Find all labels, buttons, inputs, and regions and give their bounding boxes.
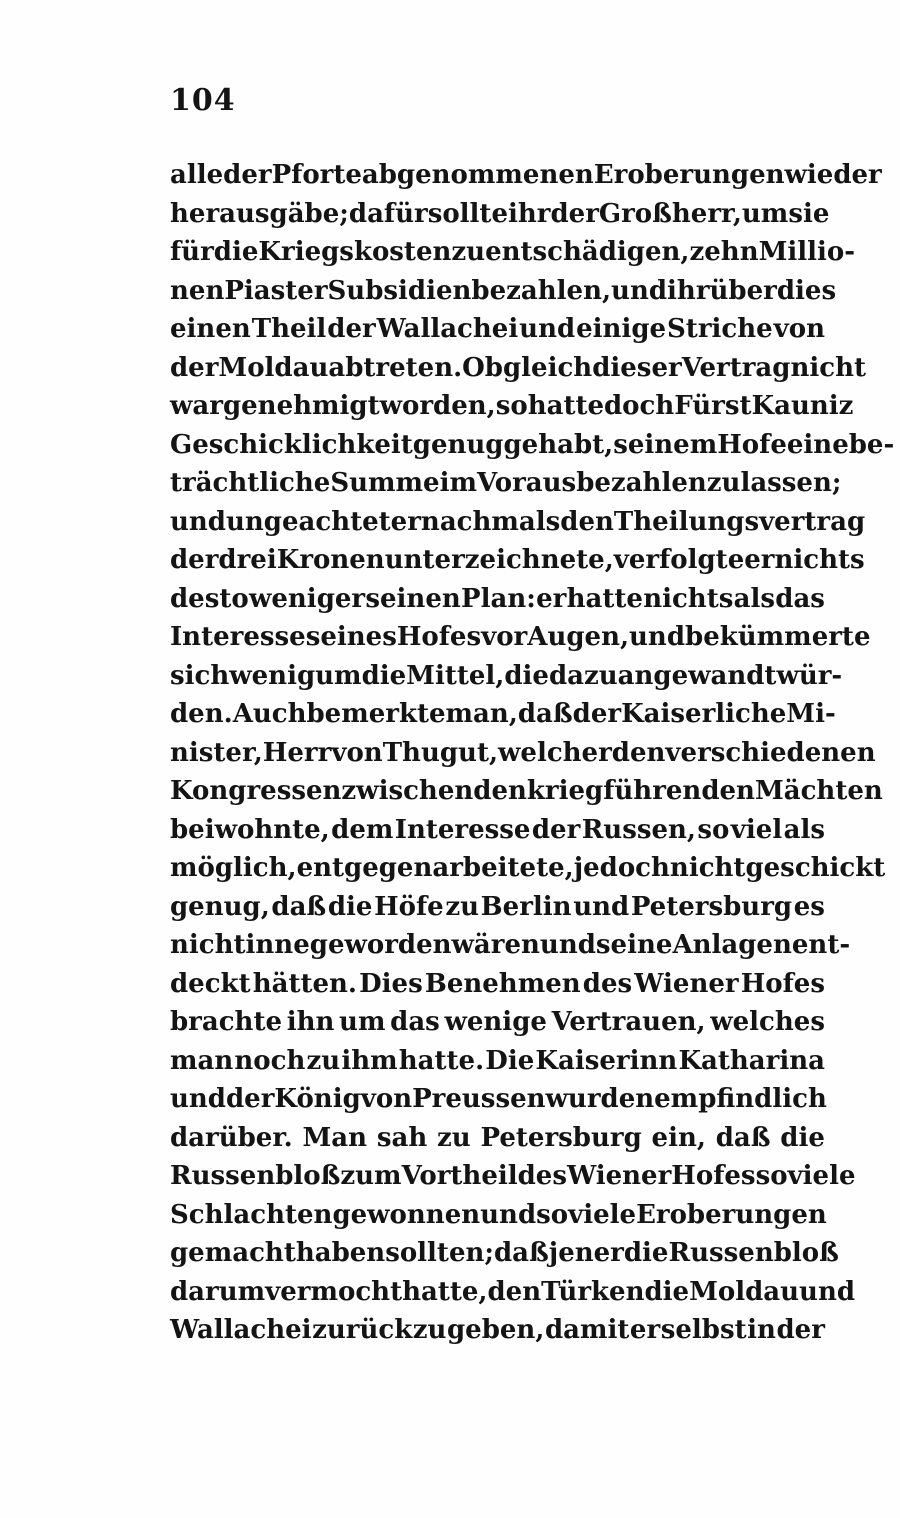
word: den [611, 737, 666, 768]
word: hätten. [252, 968, 357, 999]
word: Russen [170, 1161, 276, 1191]
word: beiwohnte, [170, 814, 330, 845]
word: jener [548, 1238, 624, 1268]
word: zu [437, 1122, 471, 1153]
word: Plan: [461, 583, 536, 614]
text-line [170, 275, 837, 315]
word: so [697, 814, 730, 845]
word: lassen; [740, 468, 842, 498]
word: die [623, 1238, 669, 1268]
word: inne [245, 930, 310, 960]
word: Katharina [678, 1045, 825, 1076]
word: ihn [286, 1007, 335, 1037]
word: der [223, 160, 272, 190]
word: seines [305, 622, 397, 652]
word: in [747, 1315, 776, 1345]
word: und [170, 506, 226, 537]
text-line [170, 1315, 825, 1354]
word: bloß [773, 1238, 839, 1268]
word: desto [170, 583, 249, 614]
word: darum [170, 1276, 266, 1307]
text-line [170, 468, 842, 507]
word: und [480, 1199, 537, 1230]
word: und [629, 622, 686, 652]
word: er [536, 583, 567, 614]
word: zu [706, 468, 741, 498]
word: Kriegskosten [258, 237, 452, 267]
word: König [274, 1084, 361, 1114]
word: Anlagen [672, 930, 792, 960]
text-line [170, 622, 871, 661]
word: der [170, 352, 219, 383]
word: hatte, [402, 1276, 488, 1307]
text-line [170, 737, 876, 777]
text-line [170, 1276, 856, 1316]
word: daß [517, 699, 573, 729]
word: das [390, 1007, 440, 1037]
word: als [733, 583, 775, 614]
word: bloß [275, 1161, 341, 1191]
word: dieser [592, 352, 682, 383]
word: Russen [668, 1238, 774, 1268]
word: welches [710, 1007, 825, 1037]
word: geworden [309, 930, 452, 960]
word: er [744, 545, 775, 575]
word: darüber. [170, 1122, 293, 1153]
word: hatte. [398, 1045, 485, 1076]
word: sah [376, 1122, 428, 1153]
word: Piaster [224, 275, 328, 306]
word: Petersburg [480, 1122, 642, 1153]
word: genehmigt [222, 391, 380, 421]
word: Kaiserliche [621, 699, 787, 729]
word: dem [331, 814, 394, 845]
word: angewandt [617, 660, 777, 691]
word: um [315, 660, 362, 691]
word: nichts [643, 583, 734, 614]
word: Millio- [758, 237, 856, 267]
word: Berlin [480, 891, 572, 922]
word: sich [170, 660, 230, 691]
word: bezahlen [576, 468, 707, 498]
word: Die [485, 1045, 535, 1076]
text-line [170, 314, 825, 353]
word: be- [848, 429, 895, 460]
word: den [473, 776, 527, 806]
word: ent- [791, 930, 851, 960]
word: damit [544, 1315, 630, 1345]
word: Man [302, 1122, 368, 1153]
word: und [519, 314, 576, 344]
word: Obgleich [462, 352, 593, 383]
word: Auch [232, 699, 307, 729]
word: Hofe [717, 429, 787, 460]
word: des [517, 1161, 567, 1191]
text-line [170, 237, 856, 276]
word: Augen, [527, 622, 630, 652]
text-line [170, 429, 895, 469]
text-line [170, 545, 865, 584]
word: alle [170, 160, 224, 190]
word: Eroberungen [636, 1199, 827, 1230]
word: Kauniz [751, 391, 854, 421]
word: wurden [545, 1084, 655, 1114]
word: um [339, 1007, 386, 1037]
word: trächtliche [170, 468, 331, 498]
word: viele [787, 1161, 856, 1191]
word: man [170, 1045, 234, 1076]
word: Schlachten [170, 1199, 333, 1230]
text-line [170, 391, 854, 430]
word: nachmals [420, 506, 561, 537]
word: haben [295, 1238, 386, 1268]
word: eine [786, 429, 849, 460]
word: abtreten. [328, 352, 463, 383]
word: die [213, 237, 259, 267]
word: bekümmerte [685, 622, 871, 652]
word: Interesse [170, 622, 306, 652]
word: zum [340, 1161, 402, 1191]
word: wieder [784, 160, 882, 190]
word: gewonnen [332, 1199, 481, 1230]
text-line [170, 815, 825, 854]
word: Großherr, [598, 198, 742, 229]
word: geschickt [745, 853, 886, 883]
word: viele [568, 1199, 637, 1230]
word: genug [412, 429, 504, 460]
text-line [170, 892, 825, 931]
text-line [170, 584, 825, 623]
word: der [572, 699, 622, 729]
word: überdies [709, 275, 837, 306]
word: einen [170, 314, 251, 344]
word: verschiedenen [665, 737, 876, 768]
text-line [170, 969, 825, 1008]
word: im [439, 468, 477, 498]
word: daß [715, 1122, 771, 1153]
word: die [327, 891, 373, 922]
word: die [361, 660, 407, 691]
word: von [773, 314, 825, 344]
text-line [170, 1238, 839, 1277]
word: bezahlen, [471, 275, 612, 306]
text-line [170, 506, 866, 546]
word: der [776, 1315, 825, 1345]
word: Geschicklichkeit [170, 429, 413, 460]
word: hatte [527, 391, 604, 421]
word: Theil [251, 314, 327, 344]
word: herausgäbe; [170, 198, 349, 229]
word: Türken [541, 1276, 645, 1307]
text-line [170, 930, 851, 969]
word: Benehmen [424, 968, 581, 999]
word: nister, [170, 737, 263, 768]
word: Vertrag [681, 352, 791, 383]
word: seinem [613, 429, 718, 460]
word: von [360, 1084, 413, 1114]
word: Wiener [634, 968, 739, 999]
word: Wallachei [170, 1315, 312, 1345]
word: der [531, 814, 581, 845]
word: er [629, 1315, 661, 1345]
word: zwischen [341, 776, 474, 806]
word: man, [445, 699, 518, 729]
word: für [170, 237, 214, 267]
word: zu [306, 1045, 341, 1076]
word: arbeitete, [432, 853, 574, 883]
body-text [170, 160, 895, 1354]
word: und [573, 891, 630, 922]
text-line [170, 853, 886, 892]
word: selbst [660, 1315, 747, 1345]
word: dazu [548, 660, 618, 691]
word: vor [481, 622, 528, 652]
word: Vortheil [401, 1161, 518, 1191]
text-line [170, 1200, 825, 1239]
word: Mi- [786, 699, 836, 729]
word: noch [234, 1045, 306, 1076]
word: Interesse [394, 814, 531, 845]
text-line [170, 1046, 825, 1085]
word: den [560, 506, 614, 537]
word: die [644, 1276, 690, 1307]
word: Vertrauen, [551, 1007, 706, 1037]
word: daß [494, 1238, 549, 1268]
word: Kongressen [170, 776, 342, 806]
text-line [170, 198, 830, 238]
word: möglich, [170, 853, 297, 883]
word: geben, [446, 1315, 545, 1345]
word: Moldau [689, 1276, 800, 1307]
word: Theilungsvertrag [613, 506, 866, 537]
text-line [170, 1123, 825, 1162]
word: nicht [790, 352, 866, 383]
word: Striche [667, 314, 773, 344]
word: Kaiserinn [535, 1045, 678, 1076]
word: Mittel, [406, 660, 505, 691]
word: das [775, 583, 825, 614]
word: der [327, 314, 376, 344]
text-line [170, 1007, 825, 1046]
word: Pforte [271, 160, 362, 190]
word: Kronen [276, 545, 385, 575]
text-line [170, 776, 883, 815]
word: und [539, 930, 596, 960]
word: und [799, 1276, 856, 1307]
word: brachte [170, 1007, 283, 1037]
text-line [170, 1084, 825, 1123]
word: wenige [444, 1007, 547, 1037]
word: zu [412, 1315, 447, 1345]
word: zehn [689, 237, 759, 267]
word: nicht [170, 930, 246, 960]
word: gehabt, [503, 429, 614, 460]
word: den [487, 1276, 542, 1307]
word: verfolgte [613, 545, 745, 575]
word: von [331, 737, 383, 768]
word: ein, [651, 1122, 706, 1153]
word: sie [788, 198, 830, 229]
word: der [550, 198, 599, 229]
word: viel [730, 814, 783, 845]
word: abgenommenen [361, 160, 594, 190]
word: ihr [508, 198, 551, 229]
word: ihm [341, 1045, 398, 1076]
word: weniger [248, 583, 366, 614]
word: sollten; [385, 1238, 494, 1268]
text-line [170, 660, 843, 700]
word: des [582, 968, 633, 999]
word: Hofes [671, 1161, 756, 1191]
word: hatte [566, 583, 643, 614]
word: die [780, 1122, 825, 1153]
word: zu [451, 237, 486, 267]
word: Petersburg [630, 891, 793, 922]
word: bemerkte [306, 699, 446, 729]
word: dafür [348, 198, 428, 229]
word: Wallachei [376, 314, 519, 344]
word: Voraus [476, 468, 577, 498]
word: den. [170, 699, 233, 729]
word: Moldau [218, 352, 329, 383]
word: war [170, 391, 223, 421]
text-line [170, 699, 836, 738]
word: Dies [359, 968, 423, 999]
word: wären [451, 930, 540, 960]
word: sollte [427, 198, 508, 229]
word: nicht [669, 853, 746, 883]
word: Hofes [396, 622, 482, 652]
word: nen [170, 275, 225, 306]
word: zurück [312, 1315, 413, 1345]
word: gemacht [170, 1238, 296, 1268]
word: vermocht [265, 1276, 403, 1307]
word: entgegen [296, 853, 433, 883]
word: so [536, 1199, 569, 1230]
word: kriegführenden [526, 776, 755, 806]
word: seine [595, 930, 673, 960]
word: welcher [498, 737, 612, 768]
word: worden, [379, 391, 496, 421]
word: die [504, 660, 549, 691]
word: Subsidien [327, 275, 472, 306]
word: so [495, 391, 528, 421]
word: genug, [170, 891, 270, 922]
word: um [741, 198, 789, 229]
word: deckt [170, 968, 251, 999]
word: zu [445, 891, 480, 922]
word: nichts [774, 545, 865, 575]
word: ungeachtet [226, 506, 391, 537]
word: der [226, 1084, 275, 1114]
word: wür- [776, 660, 843, 691]
word: empfindlich [654, 1084, 827, 1114]
word: Fürst [674, 391, 752, 421]
text-line [170, 1161, 856, 1200]
word: doch [604, 391, 675, 421]
word: als [783, 814, 825, 845]
word: er [390, 506, 421, 537]
word: Summe [330, 468, 440, 498]
word: unterzeichnete, [384, 545, 614, 575]
word: entschädigen, [485, 237, 690, 267]
word: Hofes [740, 968, 825, 999]
word: seinen [365, 583, 461, 614]
text-line [170, 160, 882, 199]
word: Mächten [754, 776, 883, 806]
word: und [611, 275, 668, 306]
word: daß [271, 891, 327, 922]
word: einige [576, 314, 667, 344]
word: Russen, [581, 814, 696, 845]
page-number: 104 [170, 83, 236, 118]
word: Thugut, [382, 737, 499, 768]
word: es [793, 891, 825, 922]
word: ihr [667, 275, 710, 306]
word: wenig [229, 660, 316, 691]
word: Höfe [374, 891, 444, 922]
word: und [170, 1084, 226, 1114]
word: drei [218, 545, 277, 575]
word: jedoch [573, 853, 670, 883]
word: der [170, 545, 219, 575]
word: Wiener [566, 1161, 672, 1191]
word: Herr [262, 737, 332, 768]
word: Preussen [412, 1084, 546, 1114]
text-line [170, 352, 866, 392]
word: so [755, 1161, 788, 1191]
word: Eroberungen [593, 160, 785, 190]
